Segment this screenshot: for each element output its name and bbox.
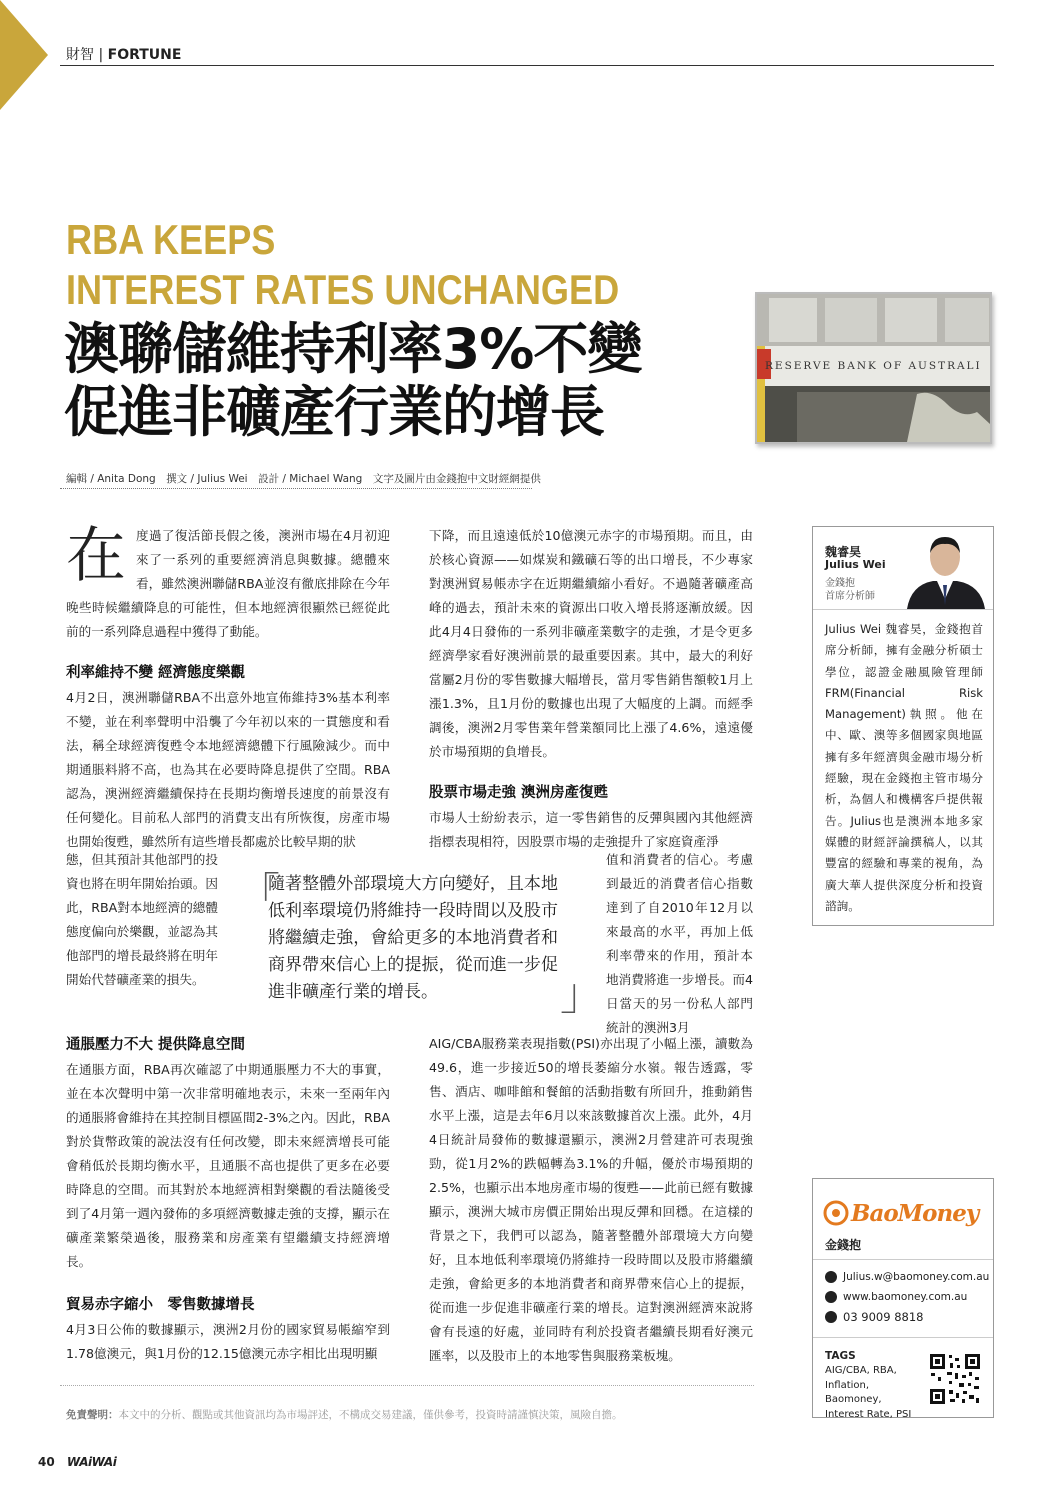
page-number: 40: [38, 1455, 55, 1469]
section-label-en: FORTUNE: [107, 47, 182, 63]
author-sidebar: [812, 526, 994, 926]
qr-code[interactable]: [929, 1353, 981, 1405]
heading-trade-deficit: 貿易赤字縮小 零售數據增長: [66, 1297, 255, 1313]
contact-phone-row[interactable]: [825, 1310, 923, 1324]
heading-inflation: 通脹壓力不大 提供降息空間: [66, 1037, 246, 1053]
paragraph-stock-market: 市場人士紛紛表示，這一零售銷售的反彈與國內其他經濟指標表現相符，因股票市場的走強提升了家庭資產淨: [429, 810, 753, 849]
english-title-line1: RBA KEEPS: [66, 216, 276, 263]
author-bio: Julius Wei 魏睿昊，金錢抱首席分析師，擁有金融分析碩士學位，認證金融風險管理師FRM(Financial Risk Management)執照。他在中、歐、澳等多個國家與地區擁有多年經濟與金融市場分析經驗，現在金錢抱主管市場分析，為個人和機構客戶提供報告。Julius也是澳洲本地多家媒體的財經評論撰稿人，以其豐富的經驗和專業的視角，為廣大華人提供深度分析和投資諮詢。: [825, 622, 983, 913]
contact-email: Julius.w@baomoney.com.au: [843, 1271, 990, 1283]
paragraph-trade-deficit: 4月3日公佈的數據顯示，澳洲2月份的國家貿易帳縮窄到1.78億澳元，與1月份的12.15億澳元赤字相比出現明顯: [66, 1322, 390, 1361]
section-label-zh: 財智: [66, 47, 94, 63]
header-rule: [60, 65, 994, 66]
contact-company-name: 金錢抱: [825, 1238, 862, 1252]
contact-email-row[interactable]: [825, 1271, 989, 1283]
heading-stock-market: 股票市場走強 澳洲房產復甦: [429, 785, 609, 801]
contact-sidebar: [812, 1178, 994, 1418]
paragraph-housing: AIG/CBA服務業表現指數(PSI)亦出現了小幅上漲，讀數為49.6，進一步接近50的增長萎縮分水嶺。報告透露，零售、酒店、咖啡館和餐館的活動指數有所回升，推動銷售水平上漲，這是去年6月以來該數據首次上漲。此外，4月4日統計局發佈的數據還顯示，澳洲2月營建許可表現強勁，從1月2%的跌幅轉為3.1%的升幅，優於市場預期的2.5%，也顯示出本地房產市場的復甦——此前已經有數據顯示，澳洲大城市房價正開始出現反彈和回穩。在這樣的背景之下，我們可以認為，隨著整體外部環境大方向變好，且本地低利率環境仍將維持一段時間以及股市將繼續走強，會給更多的本地消費者和商界帶來信心上的提振，從而進一步促進非礦產行業的增長。這對澳洲經濟來說將會有長遠的好處，並同時有利於投資者繼續長期看好澳元匯率，以及股市上的本地零售與服務業板塊。: [429, 1036, 753, 1363]
web-icon: [825, 1291, 837, 1303]
article-column-right-narrow: [606, 848, 753, 1040]
credits-line: 編輯 / Anita Dong 撰文 / Julius Wei 設計 / Michael Wang 文字及圖片由金錢抱中文財經網提供: [66, 473, 541, 485]
contact-divider: [813, 1259, 993, 1260]
contact-website-row[interactable]: [825, 1291, 967, 1303]
author-company: 金錢抱: [825, 578, 855, 589]
paragraph-stock-market-continued: 值和消費者的信心。考慮到最近的消費者信心指數達到了自2010年12月以來最高的水平，再加上低利率帶來的作用，預計本地消費將進一步增長。而4日當天的另一份私人部門統計的澳洲3月: [606, 852, 753, 1035]
tags-list: AIG/CBA, RBA, Inflation, Baomoney, Interest Rate, PSI: [825, 1365, 912, 1420]
contact-phone: 03 9009 8818: [843, 1310, 924, 1324]
rba-sign-text: RESERVE BANK OF AUSTRALI: [765, 360, 982, 372]
credits-rule: [60, 488, 532, 489]
contact-website: www.baomoney.com.au: [843, 1291, 968, 1303]
disclaimer: [66, 1407, 623, 1422]
article-column-left-lower: [66, 1032, 390, 1366]
paragraph-rate-unchanged-continued: 態，但其預計其他部門的投資也將在明年開始抬頭。因此，RBA對本地經濟的總體態度偏向於樂觀，並認為其他部門的增長最終將在明年開始代替礦產業的損失。: [66, 852, 218, 987]
disclaimer-label: 免責聲明：: [66, 1409, 119, 1421]
email-icon: [825, 1271, 837, 1283]
chinese-title-line2: 促進非礦產行業的增長: [64, 380, 605, 444]
author-portrait-icon: [897, 527, 993, 609]
tags-label: TAGS: [825, 1350, 856, 1362]
corner-triangle-decoration: [0, 0, 48, 110]
author-name-zh: 魏睿昊: [825, 545, 862, 559]
disclaimer-text: 本文中的分析、觀點或其他資訊均為市場評述，不構成交易建議，僅供參考，投資時請謹慎決策，風險自擔。: [118, 1409, 623, 1421]
paragraph-inflation: 在通脹方面，RBA再次確認了中期通脹壓力不大的事實，並在本次聲明中第一次非常明確地表示，未來一至兩年內的通脹將會維持在其控制目標區間2-3%之內。因此，RBA對於貨幣政策的說法沒有任何改變，即未來經濟增長可能會稍低於長期均衡水平，且通脹不高也提供了更多在必要時降息的空間。而其對於本地經濟相對樂觀的看法隨後受到了4月第一週內發佈的多項經濟數據走強的支撐，顯示在礦產業繁榮過後，服務業和房產業有望繼續支持經濟增長。: [66, 1062, 390, 1269]
chinese-title-line1: 澳聯儲維持利率3%不變: [64, 317, 642, 381]
intro-paragraph: 度過了復活節長假之後，澳洲市場在4月初迎來了一系列的重要經濟消息與數據。總體來看，雖然澳洲聯儲RBA並沒有徹底排除在今年晚些時候繼續降息的可能性，但本地經濟很顯然已經從此前的一系列降息過程中獲得了動能。: [66, 528, 390, 639]
paragraph-rate-unchanged: 4月2日，澳洲聯儲RBA不出意外地宣佈維持3%基本利率不變，並在利率聲明中沿襲了今年初以來的一貫態度和看法，稱全球經濟復甦令本地經濟總體下行風險減少。而中期通脹料將不高，也為其在必要時降息提供了空間。RBA認為，澳洲經濟繼續保持在長期均衡增長速度的前景沒有任何變化。目前私人部門的消費支出有所恢復，房產市場也開始復甦，雖然所有這些增長都處於比較早期的狀: [66, 690, 390, 849]
baomoney-logo-icon: [823, 1200, 849, 1226]
article-column-right: [429, 524, 753, 854]
page-footer: [38, 1455, 116, 1469]
tags-divider: [813, 1337, 993, 1338]
baomoney-logo: [823, 1193, 978, 1233]
article-column-right-lower: [429, 1032, 753, 1368]
author-role: 首席分析師: [825, 591, 875, 602]
author-photo: [897, 527, 993, 609]
chinese-title: [64, 318, 641, 444]
english-title: [66, 215, 619, 315]
article-column-left-narrow: [66, 848, 218, 992]
quote-close-mark: 」: [560, 969, 604, 1020]
rba-building-photo: [755, 292, 992, 444]
section-label: 財智 | FORTUNE: [66, 47, 182, 63]
quote-open-mark: 「: [236, 869, 280, 920]
qr-code-icon: [929, 1353, 981, 1405]
heading-rate-unchanged: 利率維持不變 經濟態度樂觀: [66, 665, 246, 681]
english-title-line2: INTEREST RATES UNCHANGED: [66, 266, 620, 313]
drop-cap: 在: [66, 521, 126, 591]
author-name-en: Julius Wei: [825, 558, 886, 571]
paragraph-retail: 下降，而且遠遠低於10億澳元赤字的市場預期。而且，由於核心資源——如煤炭和鐵礦石等的出口增長，不少專家對澳洲貿易帳赤字在近期繼續縮小看好。不過隨著礦產高峰的過去，預計未來的資源出口收入增長將逐漸放緩。因此4月4日發佈的一系列非礦產業數字的走強，才是令更多經濟學家看好澳洲前景的最重要因素。其中，最大的利好當屬2月份的零售數據大幅增長，當月零售銷售額較1月上漲1.3%，且1月份的數據也出現了大幅度的上調。而經季調後，澳洲2月零售業年營業額同比上漲了4.6%，遠遠優於市場預期的負增長。: [429, 528, 753, 759]
baomoney-logo-text: BaoMoney: [851, 1199, 979, 1227]
author-divider: [813, 609, 993, 610]
pull-quote: 隨著整體外部環境大方向變好，且本地低利率環境仍將維持一段時間以及股市將繼續走強，會給更多的本地消費者和商界帶來信心上的提振，從而進一步促進非礦產行業的增長。: [268, 874, 558, 1002]
magazine-logo: WAiWAi: [66, 1455, 117, 1469]
phone-icon: [825, 1311, 837, 1323]
footer-rule: [60, 1385, 754, 1386]
article-column-left: [66, 521, 390, 854]
